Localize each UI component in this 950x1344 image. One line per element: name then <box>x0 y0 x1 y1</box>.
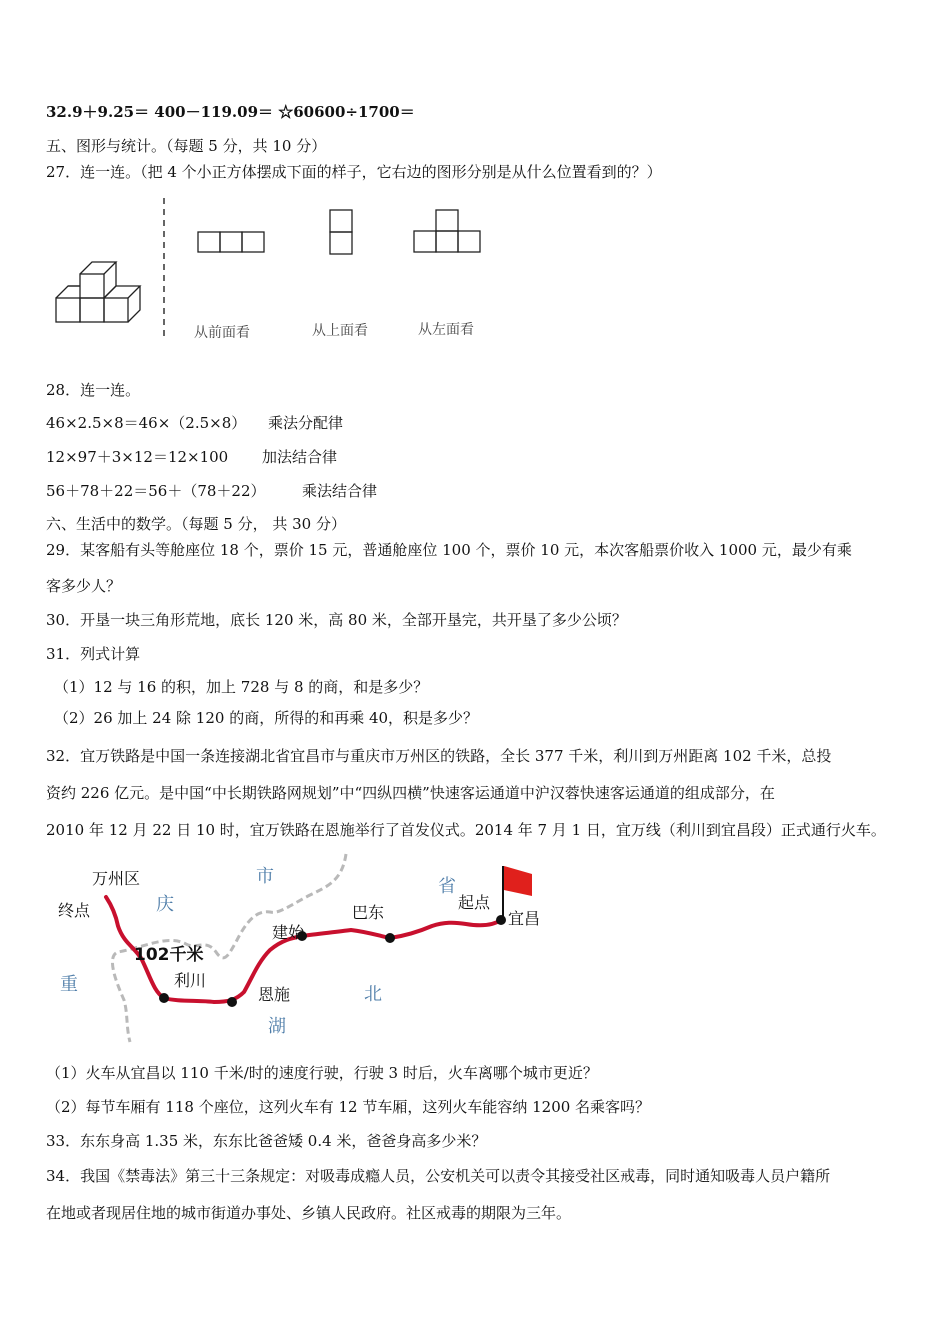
q28-expression-3: 56＋78＋22＝56＋（78＋22） <box>46 482 266 500</box>
question-29-line-2: 客多少人？ <box>46 577 122 595</box>
q28-law-1: 乘法分配律 <box>268 414 344 432</box>
station-enshi-dot <box>227 997 237 1007</box>
question-32-part-2: （2）每节车厢有 118 个座位，这列火车有 12 节车厢，这列火车能容纳 1200 名乘客吗？ <box>46 1098 651 1116</box>
region-shi: 市 <box>256 866 274 887</box>
question-27: 27．连一连。（把 4 个小正方体摆成下面的样子，它右边的图形分别是从什么位置看到的？） <box>46 163 662 181</box>
caption-front-view: 从前面看 <box>194 325 250 341</box>
question-31: 31．列式计算 <box>46 645 141 663</box>
front-view-shape <box>198 232 264 252</box>
cube-stack-drawing <box>56 262 140 322</box>
caption-left-view: 从左面看 <box>418 322 474 338</box>
flag-icon <box>504 866 532 896</box>
question-28: 28．连一连。 <box>46 381 141 399</box>
region-qing: 庆 <box>156 894 174 915</box>
region-hu: 湖 <box>268 1016 286 1037</box>
label-distance: 102千米 <box>134 945 204 965</box>
q28-expression-1: 46×2.5×8＝46×（2.5×8） <box>46 414 247 432</box>
region-chong: 重 <box>60 974 78 995</box>
label-jianshi: 建始 <box>272 923 305 942</box>
question-33: 33．东东身高 1.35 米，东东比爸爸矮 0.4 米，爸爸身高多少米？ <box>46 1132 487 1150</box>
question-31-part-2: （2）26 加上 24 除 120 的商，所得的和再乘 40，积是多少？ <box>54 709 479 727</box>
label-start-point: 起点 <box>458 893 491 912</box>
question-32-line-3: 2010 年 12 月 22 日 10 时，宜万铁路在恩施举行了首发仪式。2014 年 7 月 1 日，宜万线（利川到宜昌段）正式通行火车。 <box>46 821 886 839</box>
caption-top-view: 从上面看 <box>312 323 368 339</box>
q28-expression-2: 12×97＋3×12＝12×100 <box>46 448 229 466</box>
label-lichuan: 利川 <box>174 971 207 990</box>
left-view-shape <box>414 210 480 252</box>
question-32-part-1: （1）火车从宜昌以 110 千米/时的速度行驶，行驶 3 时后，火车离哪个城市更近？ <box>46 1064 598 1082</box>
section-6-heading: 六、生活中的数学。（每题 5 分， 共 30 分） <box>46 515 346 533</box>
railway-map <box>46 852 546 1047</box>
question-32-line-2: 资约 226 亿元。是中国“中长期铁路网规划”中“四纵四横”快速客运通道中沪汉蓉快速客运通道的组成部分，在 <box>46 784 775 802</box>
q28-law-3: 乘法结合律 <box>302 482 378 500</box>
q28-law-2: 加法结合律 <box>262 448 338 466</box>
top-view-shape <box>330 210 352 254</box>
label-wanzhou: 万州区 <box>92 869 141 888</box>
section-5-heading: 五、图形与统计。（每题 5 分，共 10 分） <box>46 137 327 155</box>
label-yichang: 宜昌 <box>508 909 541 928</box>
station-yichang-dot <box>496 915 506 925</box>
question-34-line-1: 34．我国《禁毒法》第三十三条规定：对吸毒成瘾人员，公安机关可以责令其接受社区戒毒，同时通知吸毒人员户籍所 <box>46 1167 831 1185</box>
calc-line: 32.9＋9.25＝ 400－119.09＝ ☆60600÷1700＝ <box>46 103 415 121</box>
region-bei: 北 <box>364 984 382 1005</box>
question-34-line-2: 在地或者现居住地的城市街道办事处、乡镇人民政府。社区戒毒的期限为三年。 <box>46 1204 572 1222</box>
question-30: 30．开垦一块三角形荒地，底长 120 米，高 80 米，全部开垦完，共开垦了多少公顷？ <box>46 611 627 629</box>
label-badong: 巴东 <box>352 903 385 922</box>
station-badong-dot <box>385 933 395 943</box>
question-29-line-1: 29．某客船有头等舱座位 18 个，票价 15 元，普通舱座位 100 个，票价 10 元，本次客船票价收入 1000 元，最少有乘 <box>46 541 852 559</box>
label-enshi: 恩施 <box>258 985 291 1004</box>
question-32-line-1: 32．宜万铁路是中国一条连接湖北省宜昌市与重庆市万州区的铁路，全长 377 千米，利川到万州距离 102 千米，总投 <box>46 747 832 765</box>
label-end-point: 终点 <box>58 901 91 920</box>
station-lichuan-dot <box>159 993 169 1003</box>
region-sheng: 省 <box>438 876 456 897</box>
question-31-part-1: （1）12 与 16 的积，加上 728 与 8 的商，和是多少？ <box>54 678 429 696</box>
